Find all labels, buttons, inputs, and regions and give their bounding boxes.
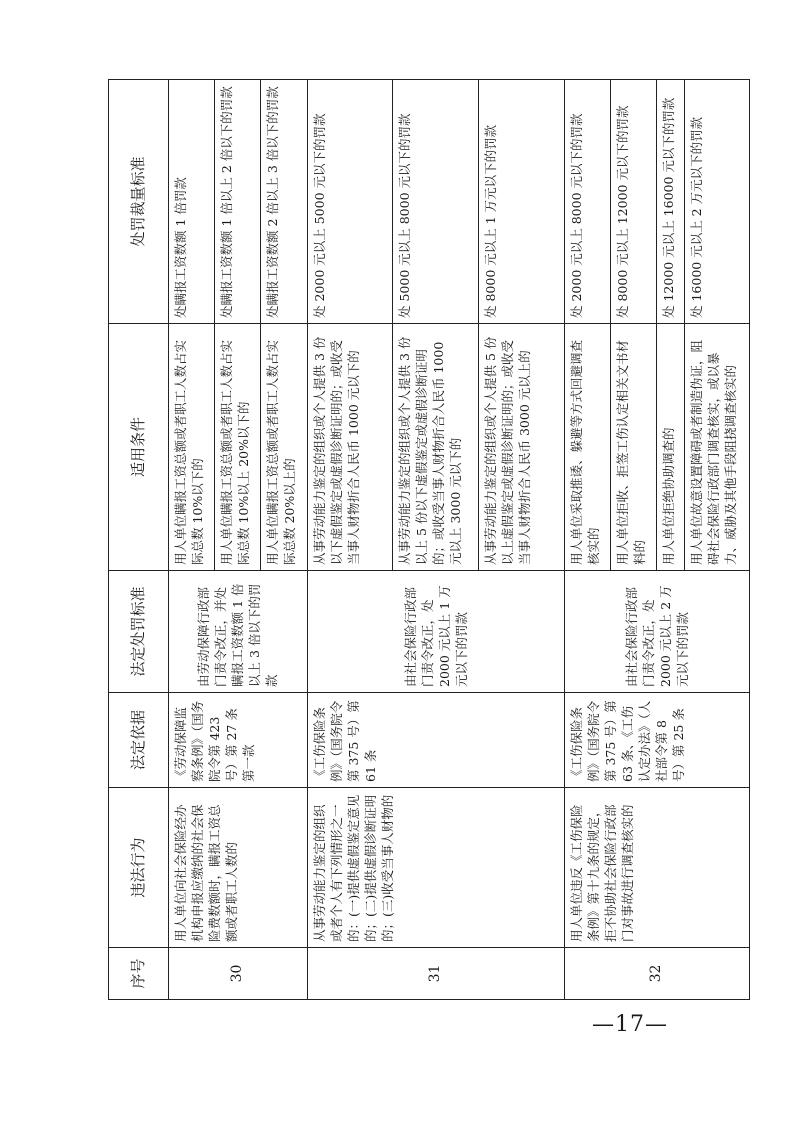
discretion-cell: 处 5000 元以上 8000 元以下的罚款 bbox=[393, 80, 479, 324]
condition-cell: 从事劳动能力鉴定的组织或个人提供 5 份以上虚假鉴定或虚假诊断证明的；或收受当事人财物折合人民币 3000 元以上的 bbox=[479, 324, 565, 571]
penalty-table bbox=[108, 79, 750, 1000]
legal-standard-cell: 由劳动保障行政部门责令改正，并处瞒报工资数额 1 倍以上 3 倍以下的罚款 bbox=[168, 571, 307, 693]
seq-cell: 30 bbox=[168, 948, 307, 1000]
basis-cell: 《工伤保险条例》（国务院令第 375 号）第 63 条、《工伤认定办法》（人社部令第 8 号）第 25 条 bbox=[564, 693, 749, 788]
discretion-cell: 处 16000 元以上 2 万元以下的罚款 bbox=[684, 80, 750, 324]
condition-cell: 从事劳动能力鉴定的组织或个人提供 3 份以下虚假鉴定或虚假诊断证明的；或收受当事人财物折合人民币 1000 元以下的 bbox=[307, 324, 393, 571]
discretion-cell: 处 2000 元以上 5000 元以下的罚款 bbox=[307, 80, 393, 324]
discretion-cell: 处 8000 元以上 12000 元以下的罚款 bbox=[611, 80, 657, 324]
table-row-30 bbox=[168, 80, 214, 1000]
discretion-cell: 处瞒报工资数额 2 倍以上 3 倍以下的罚款 bbox=[261, 80, 307, 324]
table-row-31 bbox=[307, 80, 393, 1000]
header-seq: 序号 bbox=[109, 948, 169, 1000]
seq-cell: 32 bbox=[564, 948, 749, 1000]
table-header-row bbox=[109, 80, 169, 1000]
condition-cell: 用人单位拒收、拒签工伤认定相关文书材料的 bbox=[611, 324, 657, 571]
condition-cell: 用人单位故意设置障碍或者制造伪证，阻碍社会保险行政部门调查核实，或以暴力、威胁及其他手段阻挠调查核实的 bbox=[684, 324, 750, 571]
discretion-cell: 处瞒报工资数额 1 倍以上 2 倍以下的罚款 bbox=[215, 80, 261, 324]
header-legal-standard: 法定处罚标准 bbox=[109, 571, 169, 693]
behavior-cell: 用人单位向社会保险经办机构申报应缴纳的社会保险费数额时，瞒报工资总额或者职工人数的 bbox=[168, 788, 307, 948]
discretion-cell: 处 12000 元以上 16000 元以下的罚款 bbox=[657, 80, 684, 324]
header-condition: 适用条件 bbox=[109, 324, 169, 571]
discretion-cell: 处 8000 元以上 1 万元以下的罚款 bbox=[479, 80, 565, 324]
discretion-cell: 处 2000 元以上 8000 元以下的罚款 bbox=[564, 80, 610, 324]
condition-cell: 从事劳动能力鉴定的组织或个人提供 3 份以上 5 份以下虚假鉴定或虚假诊断证明的；或收受当事人财物折合人民币 1000 元以上 3000 元以下的 bbox=[393, 324, 479, 571]
condition-cell: 用人单位瞒报工资总额或者职工人数占实际总数 20%以上的 bbox=[261, 324, 307, 571]
legal-standard-cell: 由社会保险行政部门责令改正，处 2000 元以上 1 万元以下的罚款 bbox=[307, 571, 564, 693]
header-basis: 法定依据 bbox=[109, 693, 169, 788]
behavior-cell: 用人单位违反《工伤保险条例》第十九条的规定，拒不协助社会保险行政部门对事故进行调查核实的 bbox=[564, 788, 749, 948]
basis-cell: 《工伤保险条例》（国务院令第 375 号）第 61 条 bbox=[307, 693, 564, 788]
seq-cell: 31 bbox=[307, 948, 564, 1000]
page-number: —17— bbox=[592, 1012, 668, 1037]
basis-cell: 《劳动保障监察条例》（国务院令第 423 号）第 27 条第一款 bbox=[168, 693, 307, 788]
condition-cell: 用人单位拒绝协助调查的 bbox=[657, 324, 684, 571]
condition-cell: 用人单位瞒报工资总额或者职工人数占实际总数 10%以下的 bbox=[168, 324, 214, 571]
legal-standard-cell: 由社会保险行政部门责令改正，处 2000 元以上 2 万元以下的罚款 bbox=[564, 571, 749, 693]
condition-cell: 用人单位瞒报工资总额或者职工人数占实际总数 10%以上 20%以下的 bbox=[215, 324, 261, 571]
discretion-cell: 处瞒报工资数额 1 倍罚款 bbox=[168, 80, 214, 324]
header-discretion: 处罚裁量标准 bbox=[109, 80, 169, 324]
rotated-table-wrapper bbox=[108, 80, 750, 1000]
behavior-cell: 从事劳动能力鉴定的组织或者个人有下列情形之一的：(一)提供虚假鉴定意见的；(二)提供虚假诊断证明的；(三)收受当事人财物的 bbox=[307, 788, 564, 948]
condition-cell: 用人单位采取推诿、躲避等方式回避调查核实的 bbox=[564, 324, 610, 571]
table-row-32 bbox=[564, 80, 610, 1000]
header-behavior: 违法行为 bbox=[109, 788, 169, 948]
